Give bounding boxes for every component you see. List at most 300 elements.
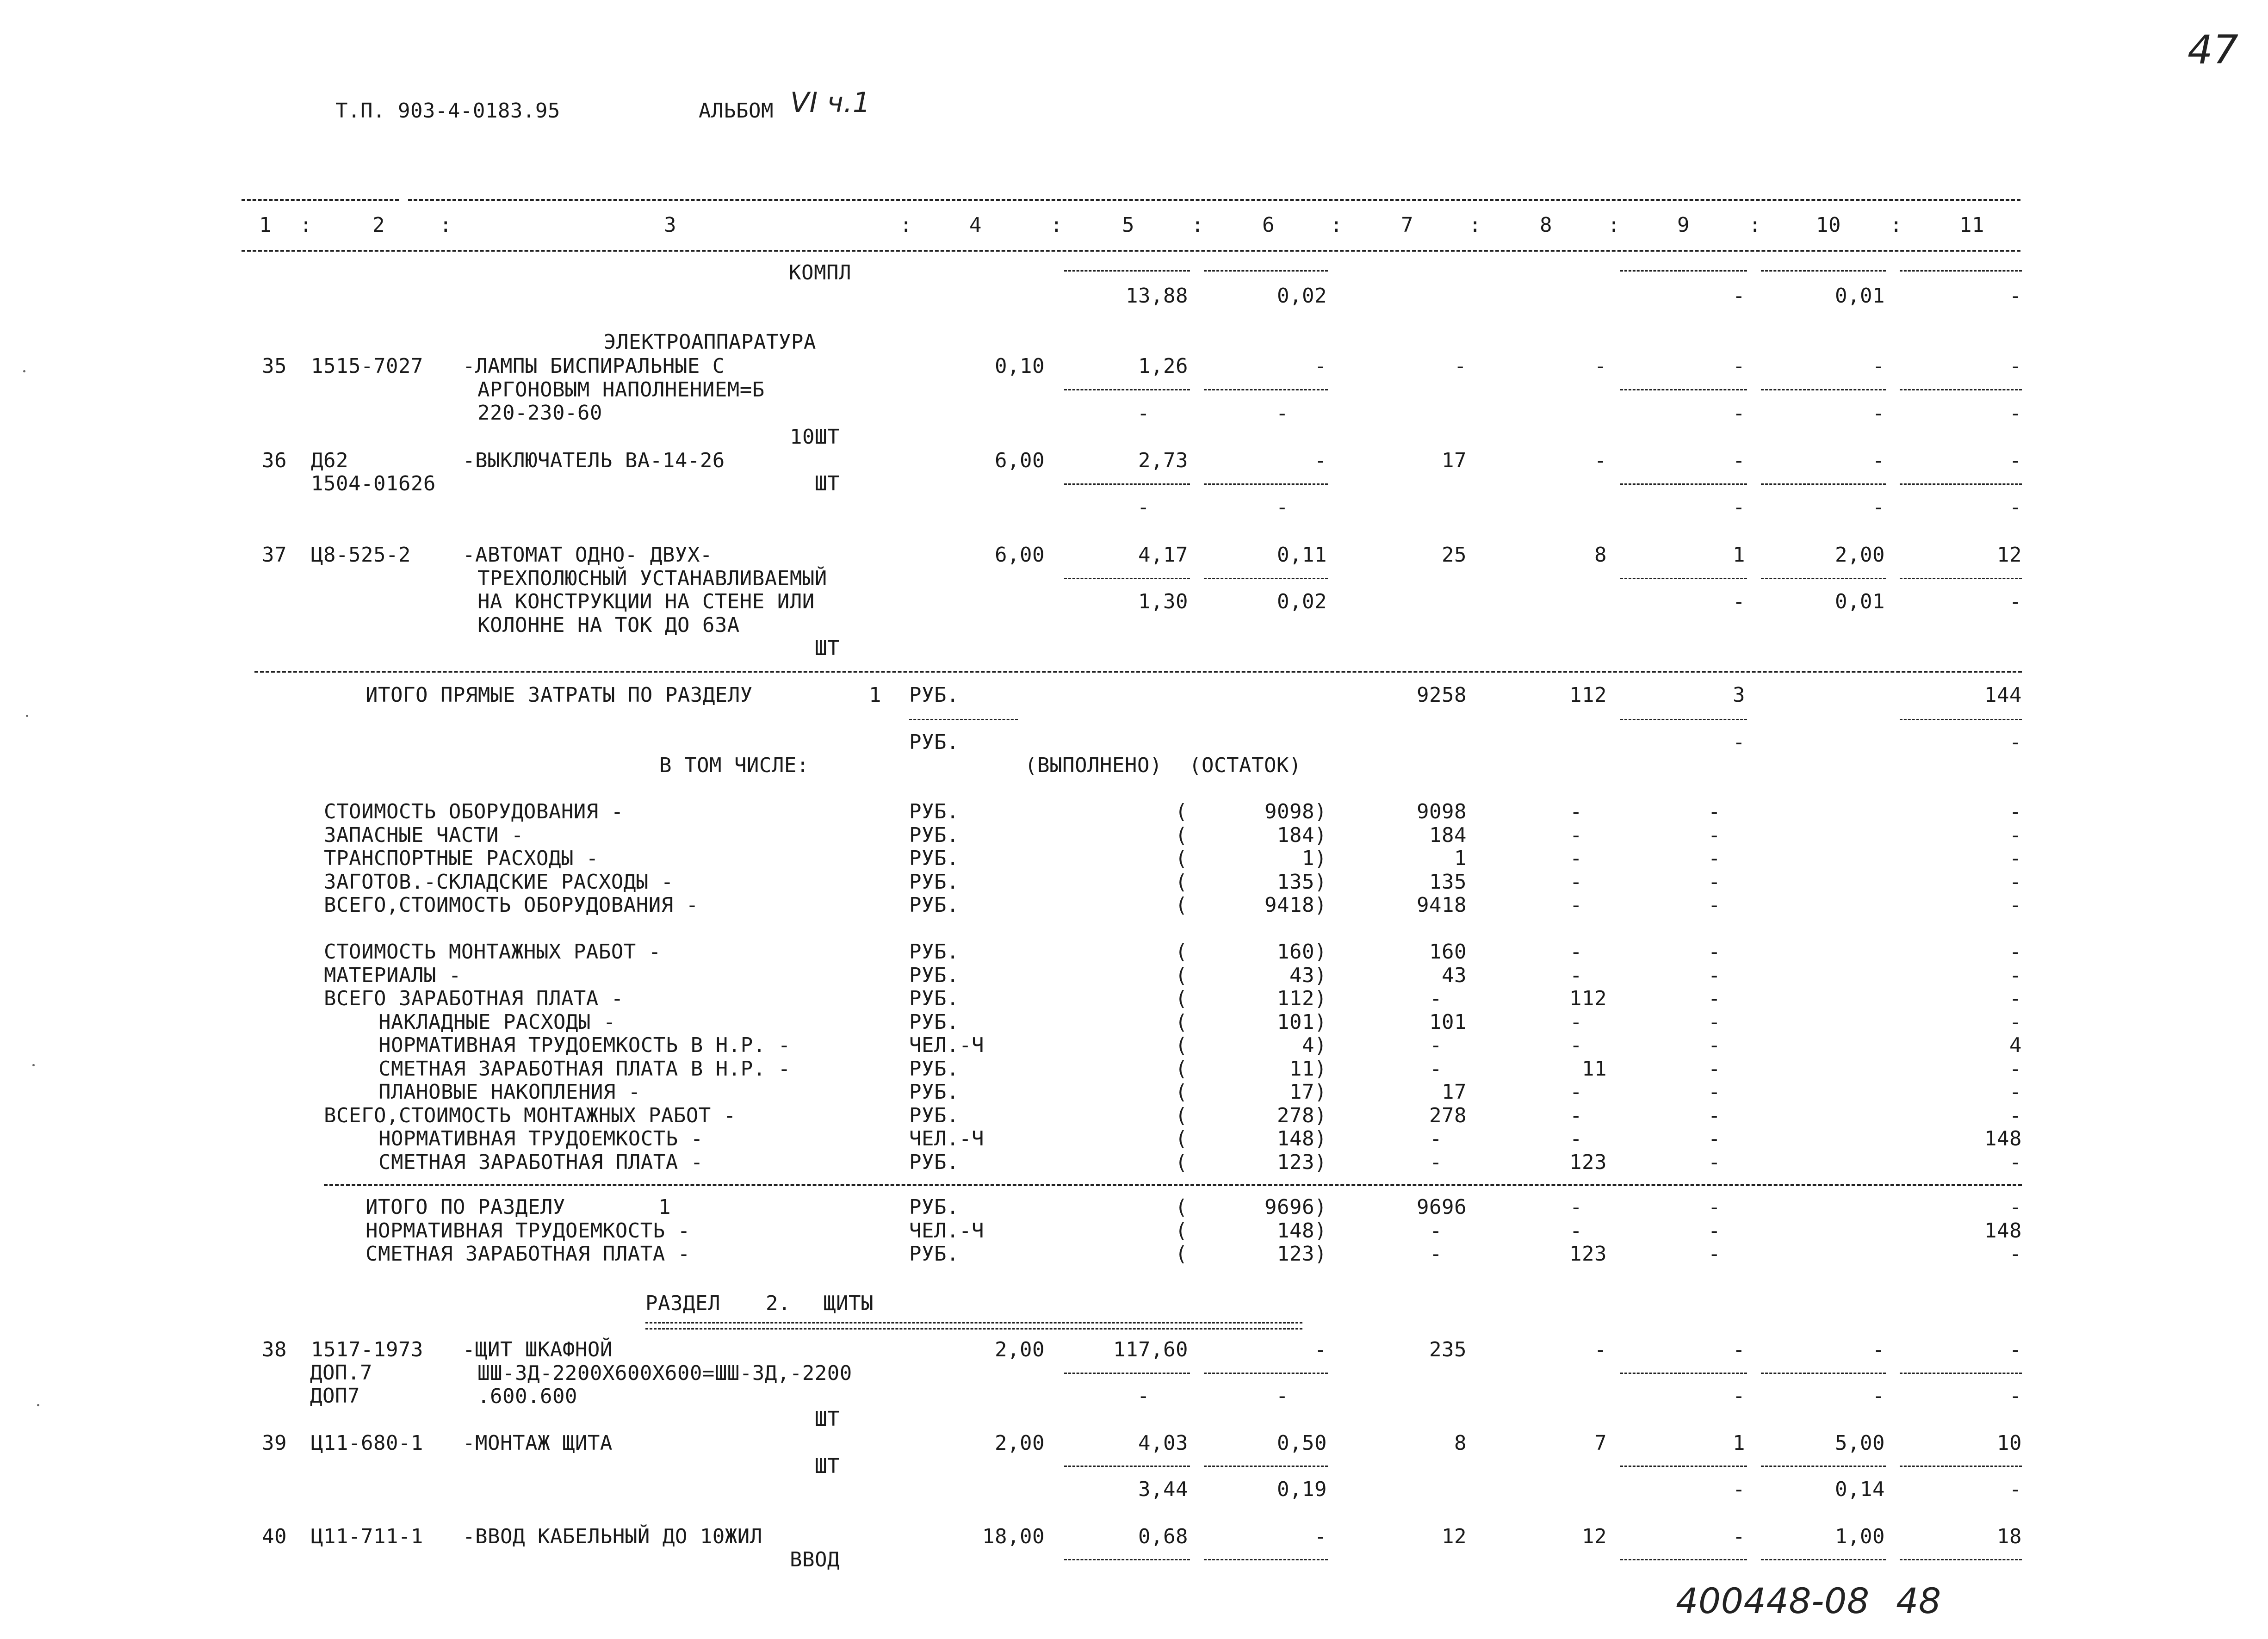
cell-d11: - [2009,730,2022,754]
cell-c7: 9418 [1417,893,1467,917]
dashed-rule [1064,389,1190,390]
cell-c11: 4 [2009,1033,2022,1057]
cell-d6: - [1276,495,1289,519]
unit-label: РУБ. [909,1080,959,1104]
cell-c7: 43 [1442,963,1467,987]
cell-c7: 184 [1429,823,1467,847]
cell-d6: - [1276,402,1289,425]
column-header: 8 [1540,213,1552,237]
cell-c11: - [2009,963,2022,987]
cell-c9: - [1733,354,1745,378]
cell-c8: 123 [1569,1242,1607,1266]
done-value: 9098) [1264,800,1327,823]
cell-d5: - [1137,1384,1150,1408]
cell-c9: - [1708,987,1721,1010]
cell-c9: - [1733,449,1745,472]
dashed-rule [1064,1373,1190,1374]
cell-c7: - [1430,987,1442,1010]
cell-c8: - [1570,1010,1582,1034]
cell-c11: - [2009,940,2022,964]
dashed-rule [1900,578,2022,579]
cell-c7: 135 [1429,870,1467,894]
unit-label: РУБ. [909,1010,959,1034]
cell-d6: 0,19 [1277,1478,1327,1501]
item-name: .600.600 [477,1385,577,1408]
cell-c9: - [1708,800,1721,823]
breakdown-label: СТОИМОСТЬ МОНТАЖНЫХ РАБОТ - [324,940,661,964]
cell-c9: - [1708,1103,1721,1127]
album-handwritten: VI ч.1 [790,87,871,119]
cell-c10: 2,00 [1835,543,1885,567]
cell-c6: 0,50 [1277,1431,1327,1455]
cell-d9: - [1733,1478,1745,1501]
cell-c11: 18 [1997,1525,2022,1548]
cell-c11: - [2009,1195,2022,1219]
dashed-rule [1064,578,1190,579]
cell-c8: - [1594,1338,1607,1361]
cell-c11: 148 [1984,1218,2022,1243]
section-number: 1 [658,1195,671,1219]
cell-d5: - [1137,402,1150,425]
cell-c11: - [2009,1080,2022,1104]
cell-c7: 278 [1429,1103,1467,1127]
cell-d11: - [2009,1384,2022,1408]
section-total-label: ИТОГО ПО РАЗДЕЛУ [366,1195,565,1219]
column-separator: : [1330,213,1343,237]
cell-c11: 12 [1997,543,2022,567]
cell-c11: - [2009,1338,2022,1361]
header-rule-top [408,199,2020,201]
cell-d11: - [2009,1478,2022,1501]
unit-label: ЧЕЛ.-Ч [909,1033,984,1057]
unit-label: РУБ. [909,940,959,964]
item-name: -ВВОД КАБЕЛЬНЫЙ ДО 10ЖИЛ [463,1525,762,1548]
cell-c7: 17 [1442,1080,1467,1104]
column-header: 5 [1122,213,1134,237]
breakdown-label: ПЛАНОВЫЕ НАКОПЛЕНИЯ - [378,1080,641,1104]
cell-c7: - [1430,1242,1442,1266]
cell-d5: - [1137,495,1150,519]
done-value: 43) [1289,963,1327,987]
cell-c4: 2,00 [995,1338,1045,1361]
unit-label: ВВОД [790,1548,840,1571]
cell-c7: 160 [1429,940,1467,964]
paren: ( [1175,823,1188,847]
unit-label: РУБ. [909,1057,959,1081]
cell-c11: - [2009,870,2022,894]
margin-dot [32,1064,35,1066]
cell-c4: 6,00 [995,449,1045,472]
cell-c11: - [2009,1103,2022,1127]
stamp-code: 400448-08 [1676,1580,1870,1621]
section-title: ЩИТЫ [824,1292,874,1315]
cell-c11: - [2009,1057,2022,1081]
cell-c8: - [1570,893,1582,917]
cell-c7: 9696 [1417,1195,1467,1219]
dashed-rule [1900,270,2022,272]
cell-d9: - [1733,402,1745,425]
dashed-rule [1900,483,2022,485]
breakdown-label: ЗАГОТОВ.-СКЛАДСКИЕ РАСХОДЫ - [324,870,674,894]
cell-c6: 0,11 [1277,543,1327,567]
cell-c4: 0,10 [995,354,1045,378]
unit-label: РУБ. [909,1150,959,1174]
cell-c8: - [1594,354,1607,378]
section-rule [324,1184,2022,1186]
cell-c9: - [1708,1010,1721,1034]
unit-label: ШТ [815,472,840,495]
cell-c8: 11 [1582,1057,1607,1081]
dashed-rule [1620,719,1747,720]
cell-c9: 3 [1733,683,1745,707]
done-value: 184) [1277,823,1327,847]
item-name: -МОНТАЖ ЩИТА [463,1431,613,1455]
cell-d10: - [1872,495,1885,519]
cell-c11: 144 [1984,683,2022,707]
cell-c6: 0,02 [1277,284,1327,308]
cell-c8: - [1570,1080,1582,1104]
item-name: 220-230-60 [477,401,602,425]
paren: ( [1175,1057,1188,1081]
cell-c9: - [1708,847,1721,870]
cell-c8: 123 [1569,1150,1607,1174]
cell-c11: - [2009,893,2022,917]
done-value: 135) [1277,870,1327,894]
dashed-rule [1620,389,1747,390]
cell-c7: 9258 [1417,683,1467,707]
cell-c7: 9098 [1417,800,1467,823]
cell-c11: - [2009,987,2022,1010]
section-label: РАЗДЕЛ [645,1292,720,1315]
row-code: Д62 [311,449,348,472]
dashed-rule [1620,1373,1747,1374]
paren: ( [1175,1242,1188,1266]
cell-c6: - [1314,449,1327,472]
cell-d9: - [1733,730,1745,754]
cell-c11: - [2009,800,2022,823]
cell-c8: 12 [1582,1525,1607,1548]
item-name: -ЩИТ ШКАФНОЙ [463,1338,613,1361]
item-name: -ЛАМПЫ БИСПИРАЛЬНЫЕ С [463,354,725,378]
cell-c8: - [1570,1033,1582,1057]
unit-label: ЧЕЛ.-Ч [909,1127,984,1150]
dashed-rule [1900,1559,2022,1560]
dashed-rule [1204,1373,1328,1374]
dashed-rule [909,719,1018,720]
cell-c11: - [2009,284,2022,308]
section-number: 2. [766,1292,791,1315]
cell-d10: - [1872,1384,1885,1408]
dashed-rule [1620,1559,1747,1560]
header-rule-bottom [242,250,2020,252]
cell-d11: - [2009,402,2022,425]
done-value: 11) [1289,1057,1327,1081]
cell-c11: - [2009,1150,2022,1174]
cell-c9: 1 [1733,543,1745,567]
cell-c8: 8 [1594,543,1607,567]
cell-c10: - [1872,449,1885,472]
done-value: 160) [1277,940,1327,964]
cell-c5: 0,68 [1138,1525,1188,1548]
cell-c9: - [1708,1242,1721,1266]
paren: ( [1175,1033,1188,1057]
cell-c7: - [1430,1127,1442,1150]
column-header: 10 [1816,213,1841,237]
done-value: 123) [1277,1150,1327,1174]
cell-c5: 4,17 [1138,543,1188,567]
cell-c10: - [1872,354,1885,378]
column-separator: : [440,213,452,237]
paren: ( [1175,1103,1188,1127]
cell-d6: 0,02 [1277,590,1327,613]
dashed-rule [1064,483,1190,485]
done-value: 148) [1277,1218,1327,1243]
done-value: 17) [1289,1080,1327,1104]
dashed-rule [1064,1466,1190,1467]
paren: ( [1175,800,1188,823]
unit-label: РУБ. [909,987,959,1010]
dashed-rule [1761,270,1886,272]
cell-c8: - [1570,1195,1582,1219]
cell-d6: - [1276,1384,1289,1408]
paren: ( [1175,1080,1188,1104]
cell-c5: 4,03 [1138,1431,1188,1455]
dashed-rule [1900,389,2022,390]
item-name: -АВТОМАТ ОДНО- ДВУХ- [463,543,713,567]
unit-label: ШТ [815,1407,840,1431]
cell-c9: - [1708,1218,1721,1243]
paren: ( [1175,1150,1188,1174]
cell-c7: 101 [1429,1010,1467,1034]
cell-d9: - [1733,590,1745,613]
dashed-rule [1900,1373,2022,1374]
column-header: 6 [1262,213,1275,237]
row-code: Ц11-680-1 [311,1431,423,1455]
album-label: АЛЬБОМ [699,99,774,123]
section-double-rule [645,1322,1302,1330]
row-code: Ц11-711-1 [311,1525,423,1548]
cell-c8: 112 [1569,683,1607,707]
cell-c8: 112 [1569,987,1607,1010]
breakdown-label: НОРМАТИВНАЯ ТРУДОЕМКОСТЬ В Н.Р. - [378,1033,791,1057]
dashed-rule [1620,483,1747,485]
row-number: 39 [262,1431,287,1455]
unit-label: РУБ. [909,1195,959,1219]
page-number: 47 [2187,27,2239,73]
cell-c8: - [1570,963,1582,987]
paren: ( [1175,940,1188,964]
cell-c8: - [1570,847,1582,870]
unit-label: РУБ. [909,823,959,847]
dashed-rule [1900,719,2022,720]
column-header: 7 [1401,213,1413,237]
cell-d5: 1,30 [1138,590,1188,613]
item-name: АРГОНОВЫМ НАПОЛНЕНИЕМ=Б [477,377,765,402]
cell-d10: - [1872,402,1885,425]
done-value: 9418) [1264,893,1327,917]
section-total-label: СМЕТНАЯ ЗАРАБОТНАЯ ПЛАТА - [366,1242,690,1266]
dashed-rule [1761,578,1886,579]
cell-c7: 8 [1454,1431,1467,1455]
cell-c7: 235 [1429,1338,1467,1361]
cell-c6: - [1314,354,1327,378]
done-value: 4) [1302,1033,1327,1057]
cell-d9: - [1733,495,1745,519]
unit-label: РУБ. [909,683,959,707]
item-name: ТРЕХПОЛЮСНЫЙ УСТАНАВЛИВАЕМЫЙ [477,566,827,590]
unit-label: КОМПЛ [789,261,851,285]
row-code: 1517-1973 [311,1338,423,1361]
cell-c9: - [1708,1080,1721,1104]
margin-dot [26,715,28,717]
cell-c10: - [1872,1338,1885,1361]
unit-label: РУБ. [909,800,959,823]
cell-c4: 2,00 [995,1431,1045,1455]
paren: ( [1175,870,1188,894]
breakdown-label: ВСЕГО ЗАРАБОТНАЯ ПЛАТА - [324,987,624,1010]
breakdown-label: ВСЕГО,СТОИМОСТЬ МОНТАЖНЫХ РАБОТ - [324,1103,736,1127]
column-header: 11 [1959,213,1984,237]
cell-c4: 6,00 [995,543,1045,567]
breakdown-label: ТРАНСПОРТНЫЕ РАСХОДЫ - [324,847,599,870]
margin-dot [23,370,25,372]
unit-label: РУБ. [909,730,959,754]
stamp-page: 48 [1896,1580,1941,1621]
dashed-rule [1204,483,1328,485]
column-separator: : [300,213,312,237]
unit-label: РУБ. [909,963,959,987]
column-header: 2 [372,213,385,237]
done-value: 112) [1277,987,1327,1010]
breakdown-label: СТОИМОСТЬ ОБОРУДОВАНИЯ - [324,800,624,823]
dashed-rule [1204,270,1328,272]
cell-c9: - [1708,1057,1721,1081]
cell-c9: - [1708,1033,1721,1057]
cell-c8: - [1570,1103,1582,1127]
cell-c7: - [1430,1150,1442,1174]
cell-c5: 2,73 [1138,449,1188,472]
paren: ( [1175,893,1188,917]
row-number: 38 [262,1338,287,1361]
cell-c9: - [1708,1127,1721,1150]
dashed-rule [1204,389,1328,390]
cell-c9: - [1708,823,1721,847]
cell-c8: - [1570,940,1582,964]
cell-c11: - [2009,823,2022,847]
paren: ( [1175,1195,1188,1219]
unit-label: ЧЕЛ.-Ч [909,1218,984,1243]
paren: ( [1175,1218,1188,1243]
unit-label: РУБ. [909,1103,959,1127]
unit-label: 10ШТ [790,425,840,449]
row-code: Ц8-525-2 [311,543,411,567]
cell-c11: 148 [1984,1127,2022,1150]
cell-c9: - [1708,963,1721,987]
total-label: ИТОГО ПРЯМЫЕ ЗАТРАТЫ ПО РАЗДЕЛУ [366,683,753,707]
done-value: 278) [1277,1103,1327,1127]
paren: ( [1175,1010,1188,1034]
breakdown-label: СМЕТНАЯ ЗАРАБОТНАЯ ПЛАТА В Н.Р. - [378,1057,791,1081]
dashed-rule [1620,578,1747,579]
cell-c11: - [2009,1242,2022,1266]
cell-c7: 25 [1442,543,1467,567]
cell-c7: - [1430,1033,1442,1057]
cell-c7: - [1454,354,1467,378]
item-name: -ВЫКЛЮЧАТЕЛЬ ВА-14-26 [463,449,725,472]
dashed-rule [1900,1466,2022,1467]
rest-column-label: (ОСТАТОК) [1189,754,1301,777]
cell-c11: - [2009,1010,2022,1034]
unit-label: ШТ [815,637,840,660]
paren: ( [1175,1127,1188,1150]
row-code: 1504-01626 [311,472,436,495]
cell-c5: 1,26 [1138,354,1188,378]
cell-d5: 3,44 [1138,1478,1188,1501]
done-value: 123) [1277,1242,1327,1266]
breakdown-label: ВСЕГО,СТОИМОСТЬ ОБОРУДОВАНИЯ - [324,893,699,917]
paren: ( [1175,847,1188,870]
cell-c8: - [1570,870,1582,894]
dashed-rule [1761,1373,1886,1374]
done-value: 9696) [1264,1195,1327,1219]
breakdown-label: МАТЕРИАЛЫ - [324,963,461,987]
dashed-rule [1204,1466,1328,1467]
column-header: 4 [969,213,982,237]
cell-c7: 12 [1442,1525,1467,1548]
breakdown-label: ЗАПАСНЫЕ ЧАСТИ - [324,823,524,847]
dashed-rule [1761,1559,1886,1560]
cell-c10: 1,00 [1835,1525,1885,1548]
header-rule-top-left [242,199,399,201]
dashed-rule [1620,270,1747,272]
done-column-label: (ВЫПОЛНЕНО) [1025,754,1162,777]
column-separator: : [1608,213,1620,237]
unit-label: ШТ [815,1454,840,1478]
cell-c9: - [1708,893,1721,917]
dashed-rule [1761,1466,1886,1467]
cell-c5: 117,60 [1113,1338,1188,1361]
paren: ( [1175,987,1188,1010]
cell-c6: - [1314,1338,1327,1361]
column-header: 3 [664,213,676,237]
cell-c4: 18,00 [982,1525,1045,1548]
item-name: ШШ-3Д-2200Х600Х600=ШШ-3Д,-2200 [477,1361,852,1385]
item-name: НА КОНСТРУКЦИИ НА СТЕНЕ ИЛИ [477,590,815,613]
cell-d11: - [2009,590,2022,613]
column-header: 9 [1677,213,1690,237]
cell-c10: 5,00 [1835,1431,1885,1455]
done-value: 1) [1302,847,1327,870]
cell-c11: - [2009,847,2022,870]
dashed-rule [1204,578,1328,579]
cell-c9: - [1733,1338,1745,1361]
dashed-rule [1620,1466,1747,1467]
done-value: 148) [1277,1127,1327,1150]
cell-c9: - [1708,940,1721,964]
cell-c8: - [1570,823,1582,847]
unit-label: РУБ. [909,893,959,917]
section-heading: ЭЛЕКТРОАППАРАТУРА [604,330,816,354]
column-separator: : [1469,213,1481,237]
unit-label: РУБ. [909,870,959,894]
section-total-label: НОРМАТИВНАЯ ТРУДОЕМКОСТЬ - [366,1218,690,1243]
row-number: 40 [262,1525,287,1548]
total-section-number: 1 [869,683,881,707]
cell-c10: 0,01 [1835,284,1885,308]
doc-code: Т.П. 903-4-0183.95 [335,99,560,123]
breakdown-label: СМЕТНАЯ ЗАРАБОТНАЯ ПЛАТА - [378,1150,703,1174]
section-rule [254,671,2022,673]
